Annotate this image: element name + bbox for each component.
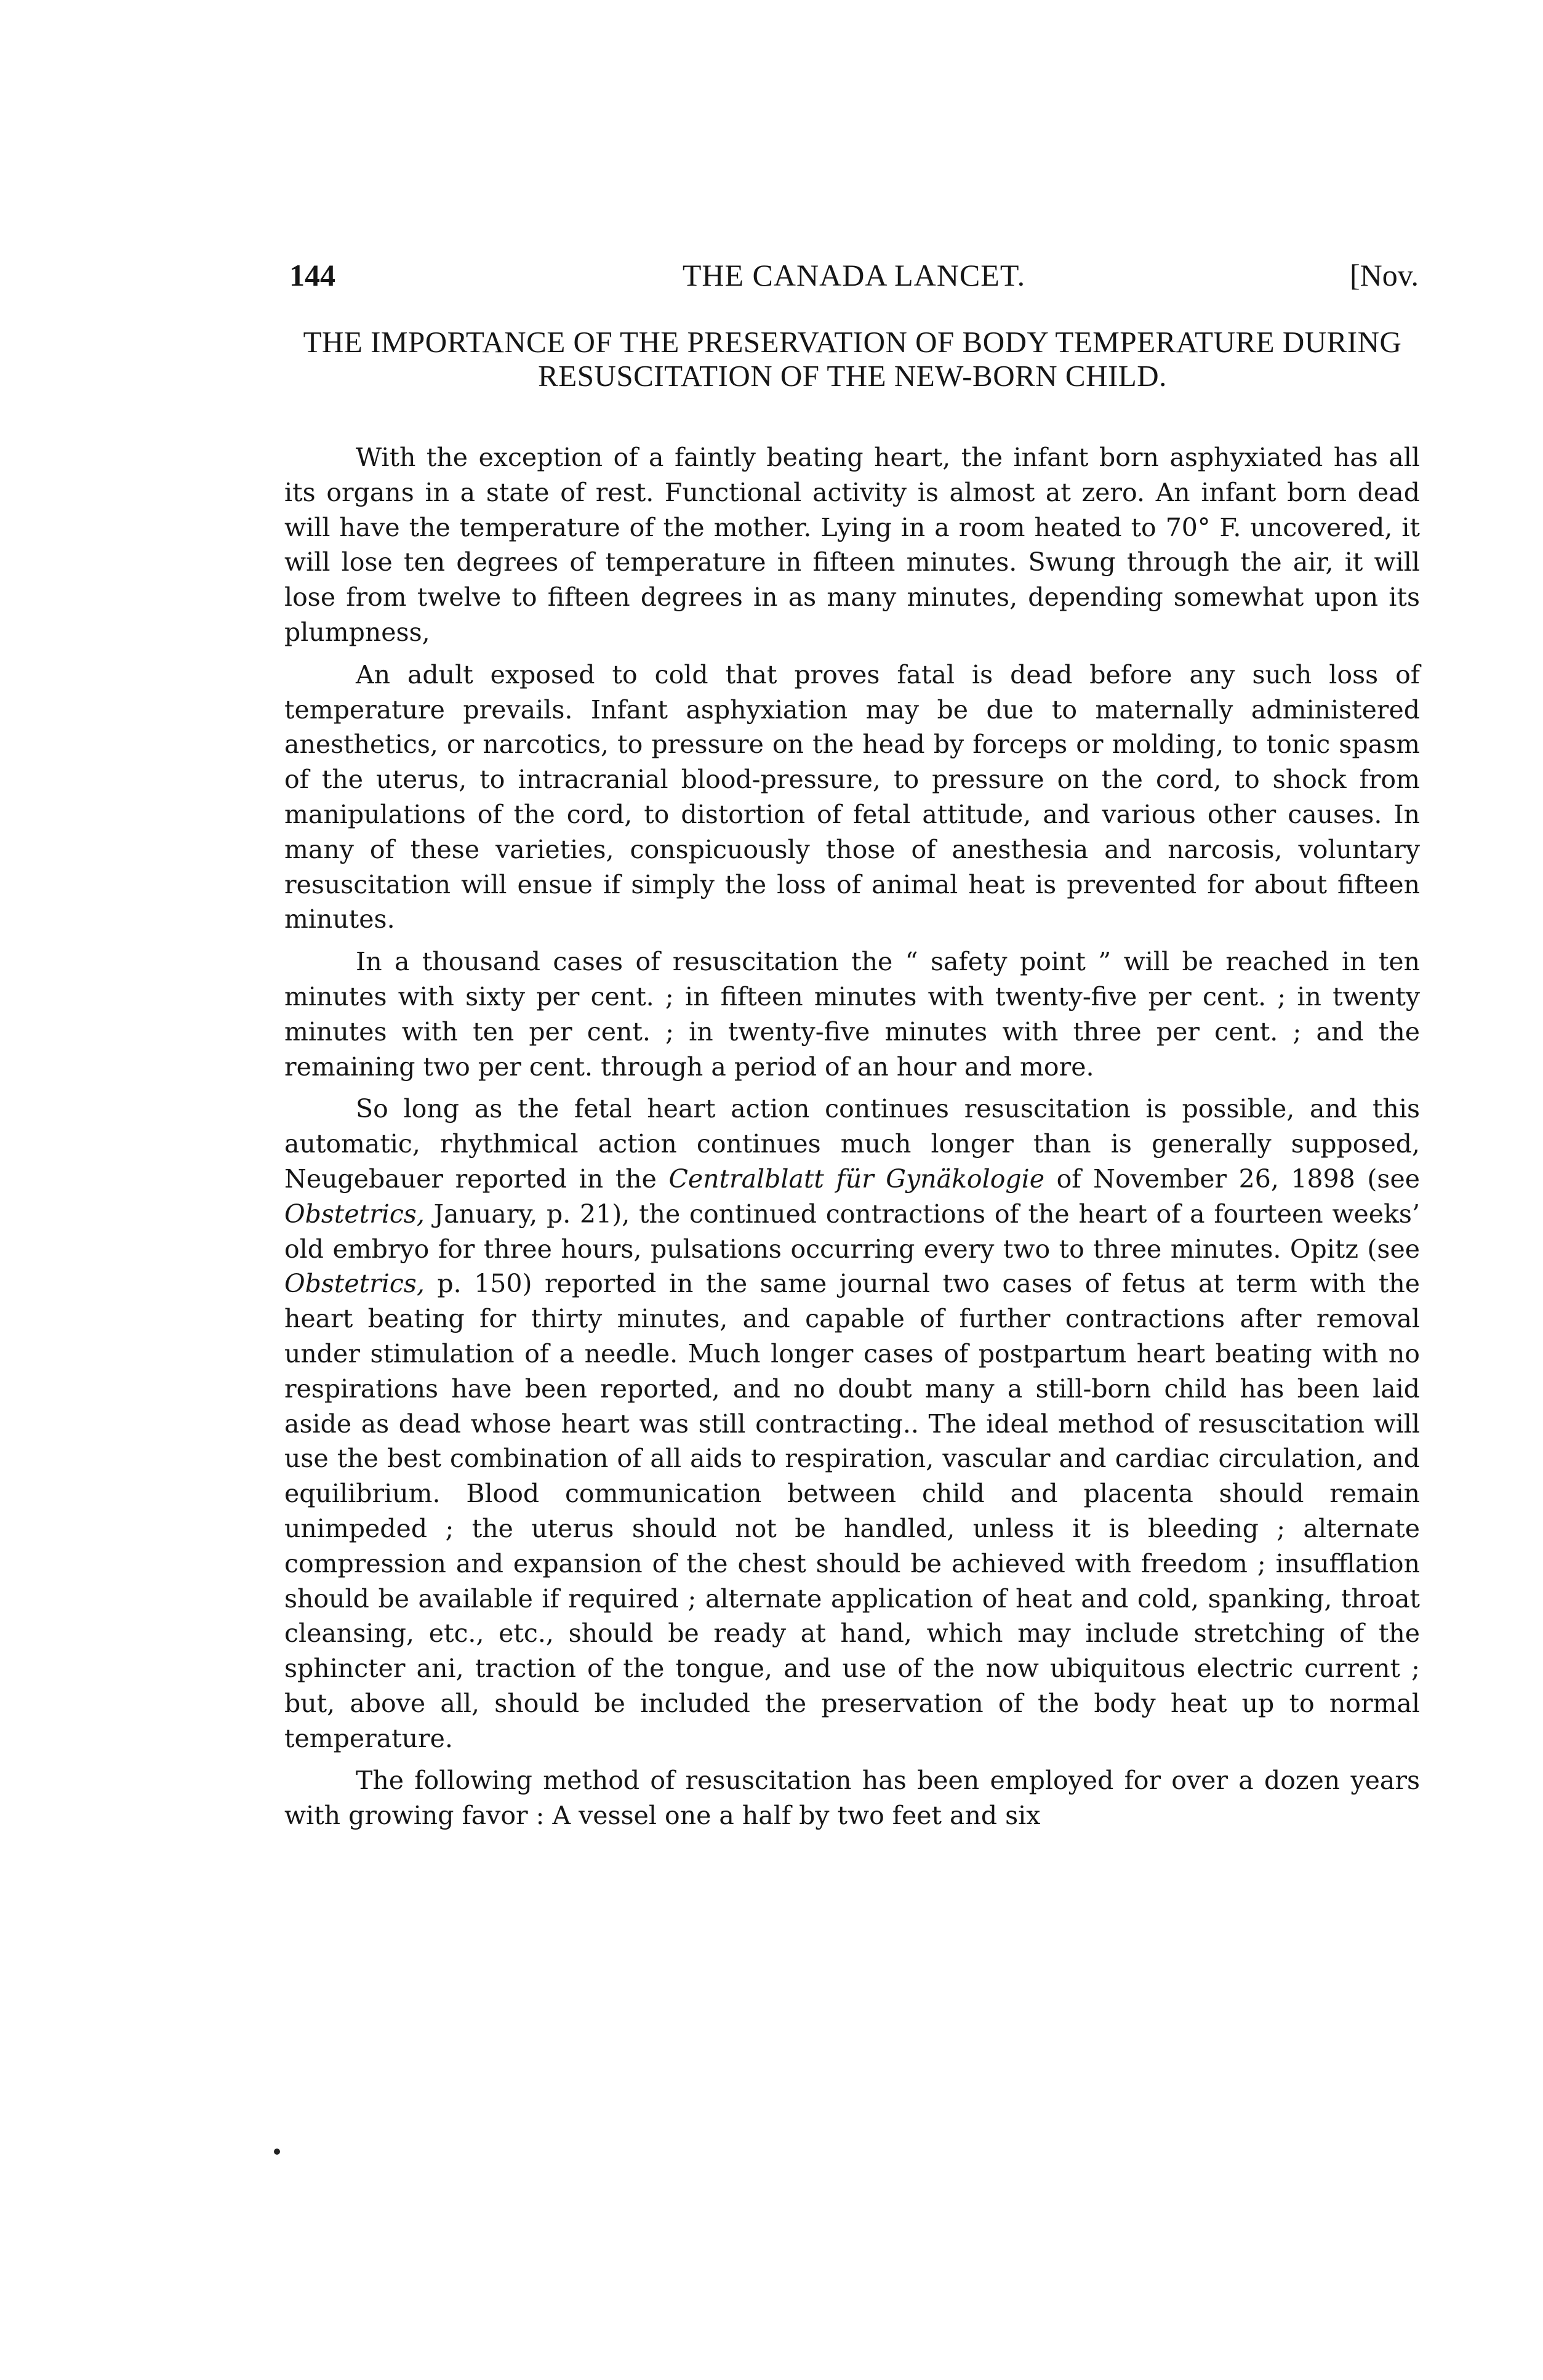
paragraph-text: of November 26, 1898 (see <box>1044 1164 1420 1194</box>
paragraph-text: So long as the fetal heart action continues resuscitation is possible, and this automatic, rhythmical action continues much longer than is generally supposed, Neugebauer reported in the <box>284 1094 1420 1194</box>
article-title: THE IMPORTANCE OF THE PRESERVATION OF BODY TEMPERATURE DURING RESUSCITATION OF THE NEW-BORN CHILD. <box>303 325 1402 393</box>
paragraph <box>284 1092 1420 1756</box>
paragraph-text: p. 150) reported in the same journal two cases of fetus at term with the heart beating for thirty minutes, and capable of further contractions after removal under stimulation of a needle. Much longer cases of postpartum heart beating with no respirations have been reported, and no doubt many a still-born child has been laid aside as dead whose heart was still contracting.. The ideal method of resuscitation will use the best combination of all aids to respiration, vascular and cardiac circulation, and equilibrium. Blood communication between child and placenta should remain unimpeded ; the uterus should not be handled, unless it is bleeding ; alternate compression and expansion of the chest should be achieved with freedom ; insufflation should be available if required ; alternate application of heat and cold, spanking, throat cleansing, etc., etc., should be ready at hand, which may include stretching of the sphincter ani, traction of the tongue, and use of the now ubiquitous electric current ; but, above all, should be included the preservation of the body heat up to normal temperature. <box>284 1269 1420 1753</box>
running-header <box>289 254 1419 297</box>
journal-citation: Centralblatt für Gynäkologie <box>668 1164 1045 1194</box>
paragraph: The following method of resuscitation has been employed for over a dozen years with growing favor : A vessel one a half by two feet and six <box>284 1766 1420 1831</box>
journal-citation: Obstetrics, <box>284 1199 425 1229</box>
paragraph: With the exception of a faintly beating heart, the infant born asphyxiated has all its organs in a state of rest. Functional activity is almost at zero. An infant born dead will have the temperature of the mother. Lying in a room heated to 70° F. uncovered, it will lose ten degrees of temperature in fifteen minutes. Swung through the air, it will lose from twelve to fifteen degrees in as many minutes, depending somewhat upon its plumpness, <box>284 443 1420 647</box>
issue-month: [Nov. <box>1349 258 1419 292</box>
article-body <box>284 440 1420 1841</box>
paragraph: In a thousand cases of resuscitation the “ safety point ” will be reached in ten minutes with sixty per cent. ; in fifteen minutes with twenty-five per cent. ; in twenty minutes with ten per cent. ; in twenty-five minutes with three per cent. ; and the remaining two per cent. through a period of an hour and more. <box>284 947 1420 1082</box>
paragraph: An adult exposed to cold that proves fatal is dead before any such loss of temperature prevails. Infant asphyxiation may be due to maternally administered anesthetics, or narcotics, to pressure on the head by forceps or molding, to tonic spasm of the uterus, to intracranial blood-pressure, to pressure on the cord, to shock from manipulations of the cord, to distortion of fetal attitude, and various other causes. In many of these varieties, conspicuously those of anesthesia and narcosis, voluntary resuscitation will ensue if simply the loss of animal heat is prevented for about fifteen minutes. <box>284 659 1420 935</box>
journal-title: THE CANADA LANCET. <box>682 258 1026 292</box>
paragraph-text: January, p. 21), the continued contractions of the heart of a fourteen weeks’ old embryo for three hours, pulsations occurring every two to three minutes. Opitz (see <box>284 1199 1420 1264</box>
page-number: 144 <box>289 258 335 292</box>
journal-citation: Obstetrics, <box>284 1269 425 1299</box>
ink-mark <box>274 2149 280 2155</box>
